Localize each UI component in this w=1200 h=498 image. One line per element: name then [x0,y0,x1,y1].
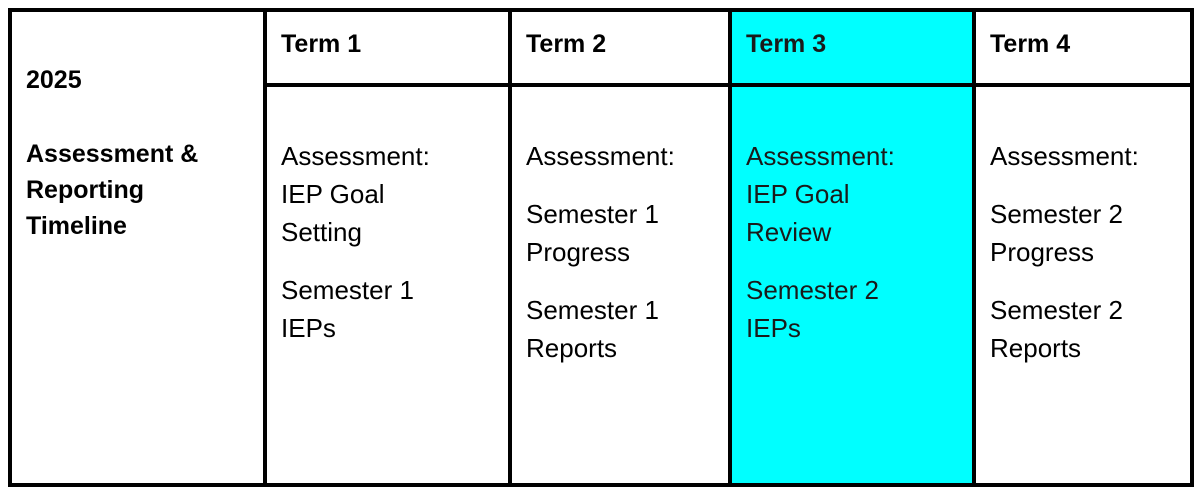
term-header-1 [265,10,510,85]
term-1-content [265,85,510,485]
term-text-line: Semester 1 [281,275,414,305]
term-header-3 [730,10,974,85]
term-text-line: IEPs [281,313,336,343]
term-label: Term 4 [990,30,1071,58]
term-3-content [730,85,974,485]
term-text-line: Assessment: [990,141,1139,171]
term-header-2 [510,10,730,85]
term-text-line: IEP Goal [746,179,850,209]
term-text-line: Progress [990,237,1095,267]
term-text-line: Semester 1 [526,295,659,325]
term-header-4 [974,10,1192,85]
title-cell [10,10,265,485]
term-paragraph [746,271,958,347]
term-paragraph [526,195,714,271]
term-text-line: Review [746,217,832,247]
title-line-3: Timeline [26,212,127,240]
term-label: Term 3 [746,30,827,58]
term-text-line: IEPs [746,313,801,343]
year-label: 2025 [26,66,82,94]
term-paragraph [990,291,1176,367]
term-paragraph [990,137,1176,175]
term-paragraph [990,195,1176,271]
term-text-line: Semester 2 [990,295,1123,325]
term-text-line: IEP Goal [281,179,385,209]
term-text-line: Semester 2 [990,199,1123,229]
term-label: Term 1 [281,30,362,58]
term-text-line: Reports [526,333,618,363]
term-text-line: Semester 1 [526,199,659,229]
term-paragraph [526,291,714,367]
term-4-content [974,85,1192,485]
term-text-line: Setting [281,217,362,247]
term-text-line: Semester 2 [746,275,879,305]
term-paragraph [746,137,958,251]
term-paragraph [526,137,714,175]
timeline-table [8,8,1194,487]
table-header-row [10,10,1192,85]
term-label: Term 2 [526,30,607,58]
term-text-line: Assessment: [526,141,675,171]
term-text-line: Progress [526,237,631,267]
term-text-line: Assessment: [281,141,430,171]
term-paragraph [281,137,494,251]
term-text-line: Reports [990,333,1082,363]
title-line-1: Assessment & [26,140,199,168]
term-paragraph [281,271,494,347]
title-line-2: Reporting [26,176,145,204]
term-2-content [510,85,730,485]
term-text-line: Assessment: [746,141,895,171]
